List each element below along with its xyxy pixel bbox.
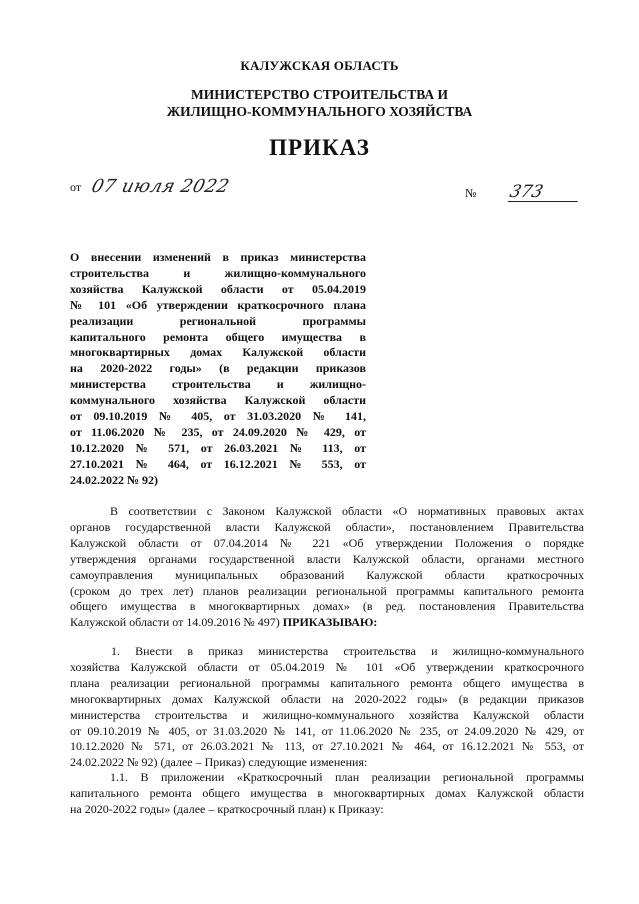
subject-line: многоквартирных домах Калужской области xyxy=(70,345,366,360)
paragraph-line: самоуправления муниципальных образований Калужской области краткосрочных xyxy=(70,567,584,582)
subject-line: 24.02.2022 № 92) xyxy=(70,472,159,487)
subject-line: коммунального хозяйства Калужской области xyxy=(70,393,366,408)
paragraph-line: органов государственной власти Калужской области», постановлением Правительства xyxy=(70,519,584,534)
subject-line: № 101 «Об утверждении краткосрочного плана xyxy=(70,297,366,312)
handwritten-number: 373 xyxy=(508,183,583,202)
order-command: ПРИКАЗЫВАЮ: xyxy=(282,615,378,630)
subject-line: 10.12.2020 № 571, от 26.03.2021 № 113, от xyxy=(70,440,366,455)
paragraph-line: 1. Внести в приказ министерства строительства и жилищно-коммунального xyxy=(111,644,584,658)
paragraph-line: Калужской области от 14.09.2016 № 497) xyxy=(70,615,280,630)
paragraph-line-final xyxy=(70,615,584,631)
paragraph-line: 10.12.2020 № 571, от 26.03.2021 № 113, от 27.10.2021 № 464, от 16.12.2021 № 553, от xyxy=(70,739,584,754)
subject-line: от 11.06.2020 № 235, от 24.09.2020 № 429, от xyxy=(70,424,366,439)
paragraph-line: капитального ремонта общего имущества в многоквартирных домах Калужской области xyxy=(70,785,584,800)
subject-line: на 2020-2022 годы» (в редакции приказов xyxy=(70,361,366,376)
ministry-title-line-2: ЖИЛИЩНО-КОММУНАЛЬНОГО ХОЗЯЙСТВА xyxy=(166,104,473,119)
paragraph-line: общего имущества в многоквартирных домах» (в ред. постановления Правительства xyxy=(70,599,584,614)
subject-line: министерства строительства и жилищно- xyxy=(70,377,366,392)
paragraph-line: многоквартирных домах Калужской области на 2020-2022 годы» (в редакции приказов xyxy=(70,691,584,706)
paragraph-line: министерства строительства и жилищно-коммунального хозяйства Калужской области xyxy=(70,707,584,722)
paragraph-line: на 2020-2022 годы» (далее – краткосрочный план) к Приказу: xyxy=(70,801,384,816)
paragraph-line: 24.02.2022 № 92) (далее – Приказ) следующие изменения: xyxy=(70,755,368,770)
paragraph-line: от 09.10.2019 № 405, от 31.03.2020 № 141, от 11.06.2020 № 235, от 24.09.2020 № 429, от xyxy=(70,723,584,738)
subject-line: хозяйства Калужской области от 05.04.2019 xyxy=(70,281,366,296)
clause-1-paragraph xyxy=(70,644,584,771)
document-type-title: ПРИКАЗ xyxy=(269,135,370,160)
paragraph-line: В соответствии с Законом Калужской области «О нормативных правовых актах xyxy=(110,504,584,518)
paragraph-line: утверждения органами государственной власти Калужской области, органами местного xyxy=(70,551,584,566)
paragraph-line: плана реализации региональной программы капитального ремонта общего имущества в xyxy=(70,675,584,690)
paragraph-line: 1.1. В приложении «Краткосрочный план реализации региональной программы xyxy=(110,770,584,784)
subject-line: О внесении изменений в приказ министерства xyxy=(70,250,366,264)
paragraph-line: (сроком до трех лет) планов реализации региональной программы капитального ремонта xyxy=(70,583,584,598)
date-prefix: от xyxy=(70,180,82,194)
subject-line: 27.10.2021 № 464, от 16.12.2021 № 553, от xyxy=(70,456,366,471)
ministry-title xyxy=(0,86,639,120)
subject-block xyxy=(70,250,366,489)
subject-line: реализации региональной программы xyxy=(70,313,366,328)
subject-line: от 09.10.2019 № 405, от 31.03.2020 № 141, xyxy=(70,409,366,424)
paragraph-line: Калужской области от 07.04.2014 № 221 «Об утверждении Положения о порядке xyxy=(70,535,584,550)
preamble-paragraph xyxy=(70,504,584,631)
region-title: КАЛУЖСКАЯ ОБЛАСТЬ xyxy=(240,58,399,73)
ministry-title-line-1: МИНИСТЕРСТВО СТРОИТЕЛЬСТВА И xyxy=(191,87,448,102)
clause-1-1-paragraph xyxy=(70,770,584,818)
subject-line: капитального ремонта общего имущества в xyxy=(70,329,366,344)
paragraph-line: хозяйства Калужской области от 05.04.2019 № 101 «Об утверждении краткосрочного xyxy=(70,659,584,674)
handwritten-date: 07 июля 2022 xyxy=(89,176,232,197)
subject-line: строительства и жилищно-коммунального xyxy=(70,265,366,280)
number-prefix: № xyxy=(465,186,477,200)
